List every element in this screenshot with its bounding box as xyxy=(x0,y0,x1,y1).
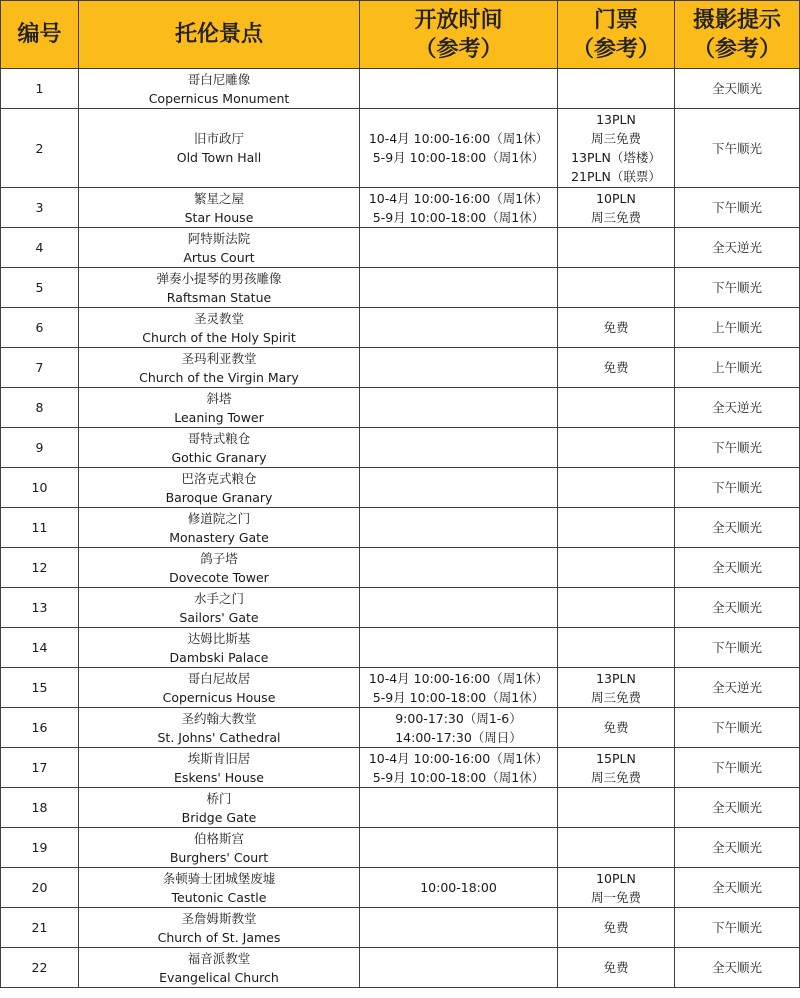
photo-tip-text: 全天逆光 xyxy=(711,240,762,255)
row-number xyxy=(1,948,79,988)
ticket-info xyxy=(558,428,675,468)
table-row xyxy=(1,948,800,988)
header-text: （参考） xyxy=(692,36,781,62)
name-english: Artus Court xyxy=(183,249,255,265)
opening-hours xyxy=(360,588,558,628)
table-row xyxy=(1,748,800,788)
photo-tip xyxy=(675,668,800,708)
table-row xyxy=(1,788,800,828)
row-number xyxy=(1,268,79,308)
name-english: Baroque Granary xyxy=(165,489,273,505)
name-chinese: 桥门 xyxy=(206,790,232,806)
row-number xyxy=(1,188,79,228)
table-row xyxy=(1,308,800,348)
photo-tip xyxy=(675,69,800,109)
photo-tip-text: 全天逆光 xyxy=(711,680,762,695)
name-chinese: 条顿骑士团城堡废墟 xyxy=(162,870,276,886)
photo-tip-text: 下午顺光 xyxy=(711,920,762,935)
opening-hours xyxy=(360,748,558,788)
ticket-line: 免费 xyxy=(603,360,629,375)
name-english: Gothic Granary xyxy=(171,449,267,465)
table-row xyxy=(1,508,800,548)
row-number-text: 3 xyxy=(35,200,44,215)
row-number-text: 2 xyxy=(35,140,44,156)
row-number-text: 13 xyxy=(31,600,48,615)
table-row xyxy=(1,908,800,948)
ticket-line: 21PLN（联票） xyxy=(571,169,661,184)
attraction-name xyxy=(79,588,360,628)
name-english: Teutonic Castle xyxy=(171,889,267,905)
attraction-name xyxy=(79,668,360,708)
photo-tip-text: 下午顺光 xyxy=(711,440,762,455)
photo-tip xyxy=(675,588,800,628)
ticket-info xyxy=(558,268,675,308)
photo-tip xyxy=(675,508,800,548)
photo-tip-text: 下午顺光 xyxy=(711,640,762,655)
photo-tip xyxy=(675,548,800,588)
photo-tip-text: 全天顺光 xyxy=(711,880,762,895)
table-row xyxy=(1,708,800,748)
name-english: Copernicus House xyxy=(162,689,276,705)
photo-tip-text: 全天顺光 xyxy=(711,520,762,535)
photo-tip-text: 全天顺光 xyxy=(711,560,762,575)
photo-tip-text: 全天顺光 xyxy=(711,600,762,615)
name-chinese: 达姆比斯基 xyxy=(187,630,251,646)
ticket-info xyxy=(558,109,675,188)
row-number-text: 14 xyxy=(31,640,48,655)
hours-line: 10-4月 10:00-16:00（周1休） xyxy=(368,190,549,206)
ticket-line: 15PLN xyxy=(596,750,636,766)
name-chinese: 哥白尼雕像 xyxy=(187,71,251,87)
opening-hours xyxy=(360,388,558,428)
table-row xyxy=(1,468,800,508)
row-number-text: 22 xyxy=(31,960,48,975)
row-number xyxy=(1,908,79,948)
name-chinese: 圣詹姆斯教堂 xyxy=(181,910,257,926)
opening-hours xyxy=(360,428,558,468)
ticket-info xyxy=(558,468,675,508)
row-number xyxy=(1,668,79,708)
name-english: Bridge Gate xyxy=(181,809,257,825)
name-chinese: 福音派教堂 xyxy=(187,950,251,966)
name-chinese: 修道院之门 xyxy=(187,510,251,526)
photo-tip-text: 下午顺光 xyxy=(711,280,762,295)
ticket-line: 周一免费 xyxy=(590,889,641,905)
photo-tip xyxy=(675,828,800,868)
photo-tip xyxy=(675,948,800,988)
photo-tip xyxy=(675,109,800,188)
ticket-line: 周三免费 xyxy=(590,689,641,705)
name-english: Star House xyxy=(184,209,254,225)
ticket-info xyxy=(558,788,675,828)
ticket-line: 周三免费 xyxy=(590,131,641,146)
opening-hours xyxy=(360,948,558,988)
hours-line: 5-9月 10:00-18:00（周1休） xyxy=(372,689,545,705)
table-row xyxy=(1,388,800,428)
opening-hours xyxy=(360,109,558,188)
attraction-name xyxy=(79,308,360,348)
photo-tip xyxy=(675,308,800,348)
name-english: Raftsman Statue xyxy=(166,289,272,305)
photo-tip xyxy=(675,908,800,948)
row-number xyxy=(1,228,79,268)
photo-tip-text: 全天顺光 xyxy=(711,960,762,975)
photo-tip-text: 全天逆光 xyxy=(711,400,762,415)
row-number-text: 11 xyxy=(31,520,48,535)
ticket-info xyxy=(558,348,675,388)
photo-tip-text: 下午顺光 xyxy=(711,140,762,156)
row-number xyxy=(1,708,79,748)
table-row xyxy=(1,348,800,388)
opening-hours xyxy=(360,628,558,668)
opening-hours xyxy=(360,708,558,748)
name-chinese: 圣玛利亚教堂 xyxy=(181,350,257,366)
opening-hours xyxy=(360,268,558,308)
photo-tip-text: 上午顺光 xyxy=(711,320,762,335)
row-number xyxy=(1,868,79,908)
name-english: Burghers' Court xyxy=(169,849,269,865)
ticket-line: 13PLN（塔楼） xyxy=(571,150,661,165)
name-english: Sailors' Gate xyxy=(179,609,259,625)
hours-line: 5-9月 10:00-18:00（周1休） xyxy=(372,769,545,785)
attraction-name xyxy=(79,228,360,268)
header-text: （参考） xyxy=(414,36,503,62)
row-number-text: 19 xyxy=(31,840,48,855)
name-english: Copernicus Monument xyxy=(148,90,290,106)
table-row xyxy=(1,109,800,188)
row-number xyxy=(1,348,79,388)
ticket-line: 10PLN xyxy=(596,190,636,206)
name-chinese: 斜塔 xyxy=(206,390,232,406)
attraction-name xyxy=(79,788,360,828)
attraction-name xyxy=(79,748,360,788)
row-number xyxy=(1,428,79,468)
photo-tip-text: 下午顺光 xyxy=(711,760,762,775)
photo-tip xyxy=(675,628,800,668)
row-number xyxy=(1,468,79,508)
ticket-info xyxy=(558,828,675,868)
row-number xyxy=(1,508,79,548)
opening-hours xyxy=(360,668,558,708)
ticket-line: 免费 xyxy=(603,720,629,735)
header-text: 编号 xyxy=(17,22,62,47)
row-number xyxy=(1,748,79,788)
hours-line: 14:00-17:30（周日） xyxy=(395,729,522,745)
row-number-text: 1 xyxy=(35,81,44,96)
table-body xyxy=(1,69,800,988)
table-row xyxy=(1,828,800,868)
photo-tip xyxy=(675,868,800,908)
opening-hours xyxy=(360,228,558,268)
name-chinese: 哥特式粮仓 xyxy=(187,430,251,446)
attraction-name xyxy=(79,508,360,548)
row-number-text: 20 xyxy=(31,880,48,895)
row-number xyxy=(1,69,79,109)
row-number-text: 12 xyxy=(31,560,48,575)
photo-tip-text: 全天顺光 xyxy=(711,800,762,815)
name-chinese: 阿特斯法院 xyxy=(187,230,251,246)
row-number xyxy=(1,109,79,188)
name-chinese: 伯格斯宫 xyxy=(193,830,244,846)
table-row xyxy=(1,69,800,109)
hours-line: 10:00-18:00 xyxy=(420,880,497,895)
hours-line: 5-9月 10:00-18:00（周1休） xyxy=(372,150,545,165)
row-number-text: 10 xyxy=(31,480,48,495)
row-number-text: 7 xyxy=(35,360,44,375)
row-number xyxy=(1,788,79,828)
photo-tip xyxy=(675,708,800,748)
attraction-name xyxy=(79,69,360,109)
attraction-name xyxy=(79,348,360,388)
hours-line: 10-4月 10:00-16:00（周1休） xyxy=(368,670,549,686)
attraction-name xyxy=(79,828,360,868)
attraction-name xyxy=(79,908,360,948)
name-chinese: 鸽子塔 xyxy=(200,550,238,566)
name-english: Evangelical Church xyxy=(159,969,279,985)
photo-tip-text: 下午顺光 xyxy=(711,200,762,215)
attraction-name xyxy=(79,388,360,428)
table-row xyxy=(1,628,800,668)
ticket-line: 免费 xyxy=(603,960,629,975)
row-number-text: 15 xyxy=(31,680,48,695)
attraction-name xyxy=(79,428,360,468)
ticket-info xyxy=(558,708,675,748)
photo-tip xyxy=(675,788,800,828)
row-number-text: 5 xyxy=(35,280,44,295)
name-english: Dovecote Tower xyxy=(169,569,269,585)
row-number-text: 17 xyxy=(31,760,48,775)
photo-tip-text: 全天顺光 xyxy=(711,81,762,96)
opening-hours xyxy=(360,69,558,109)
hours-line: 10-4月 10:00-16:00（周1休） xyxy=(368,750,549,766)
name-english: Church of St. James xyxy=(157,929,281,945)
ticket-line: 免费 xyxy=(603,920,629,935)
header-text: （参考） xyxy=(571,36,660,62)
opening-hours xyxy=(360,828,558,868)
attraction-name xyxy=(79,708,360,748)
table-header xyxy=(1,1,800,69)
row-number xyxy=(1,548,79,588)
ticket-info xyxy=(558,748,675,788)
row-number xyxy=(1,308,79,348)
name-chinese: 繁星之屋 xyxy=(193,190,244,206)
attraction-name xyxy=(79,548,360,588)
name-english: Eskens' House xyxy=(174,769,264,785)
name-english: St. Johns' Cathedral xyxy=(157,729,281,745)
attraction-name xyxy=(79,868,360,908)
name-chinese: 埃斯肯旧居 xyxy=(187,750,251,766)
ticket-line: 免费 xyxy=(603,320,629,335)
ticket-info xyxy=(558,908,675,948)
photo-tip xyxy=(675,188,800,228)
hours-line: 10-4月 10:00-16:00（周1休） xyxy=(368,131,549,146)
header-text: 托伦景点 xyxy=(174,22,263,47)
name-english: Monastery Gate xyxy=(169,529,269,545)
name-english: Leaning Tower xyxy=(174,409,264,425)
ticket-info xyxy=(558,588,675,628)
ticket-info xyxy=(558,228,675,268)
name-english: Old Town Hall xyxy=(176,150,262,165)
header-text: 摄影提示 xyxy=(692,7,781,33)
row-number xyxy=(1,588,79,628)
ticket-info xyxy=(558,868,675,908)
photo-tip xyxy=(675,268,800,308)
ticket-line: 13PLN xyxy=(596,112,636,127)
ticket-info xyxy=(558,948,675,988)
table-row xyxy=(1,668,800,708)
table-row xyxy=(1,268,800,308)
name-english: Church of the Virgin Mary xyxy=(139,369,299,385)
opening-hours xyxy=(360,188,558,228)
row-number-text: 21 xyxy=(31,920,48,935)
photo-tip xyxy=(675,468,800,508)
ticket-info xyxy=(558,628,675,668)
attraction-name xyxy=(79,628,360,668)
row-number-text: 4 xyxy=(35,240,44,255)
photo-tip xyxy=(675,428,800,468)
opening-hours xyxy=(360,308,558,348)
attraction-name xyxy=(79,468,360,508)
attraction-name xyxy=(79,109,360,188)
photo-tip-text: 下午顺光 xyxy=(711,720,762,735)
table-row xyxy=(1,588,800,628)
ticket-line: 13PLN xyxy=(596,670,636,686)
ticket-line: 周三免费 xyxy=(590,209,641,225)
row-number xyxy=(1,828,79,868)
table-row xyxy=(1,228,800,268)
ticket-info xyxy=(558,188,675,228)
header-opening-hours xyxy=(360,1,558,69)
table-row xyxy=(1,428,800,468)
hours-line: 5-9月 10:00-18:00（周1休） xyxy=(372,209,545,225)
opening-hours xyxy=(360,788,558,828)
name-chinese: 圣灵教堂 xyxy=(193,310,244,326)
attraction-name xyxy=(79,268,360,308)
hours-line: 9:00-17:30（周1-6） xyxy=(395,710,522,726)
photo-tip xyxy=(675,388,800,428)
name-chinese: 弹奏小提琴的男孩雕像 xyxy=(156,270,282,286)
header-number xyxy=(1,1,79,69)
name-chinese: 巴洛克式粮仓 xyxy=(181,470,257,486)
opening-hours xyxy=(360,548,558,588)
photo-tip-text: 上午顺光 xyxy=(711,360,762,375)
attraction-name xyxy=(79,948,360,988)
opening-hours xyxy=(360,348,558,388)
ticket-info xyxy=(558,508,675,548)
ticket-info xyxy=(558,548,675,588)
name-english: Church of the Holy Spirit xyxy=(142,329,296,345)
photo-tip xyxy=(675,228,800,268)
header-text: 开放时间 xyxy=(414,7,503,33)
header-row xyxy=(1,1,800,69)
table-row xyxy=(1,868,800,908)
name-chinese: 圣约翰大教堂 xyxy=(181,710,257,726)
name-english: Dambski Palace xyxy=(169,649,269,665)
photo-tip-text: 下午顺光 xyxy=(711,480,762,495)
row-number-text: 16 xyxy=(31,720,48,735)
ticket-info xyxy=(558,388,675,428)
header-text: 门票 xyxy=(593,7,638,33)
row-number-text: 8 xyxy=(35,400,44,415)
attraction-name xyxy=(79,188,360,228)
name-chinese: 旧市政厅 xyxy=(193,131,244,146)
header-attraction xyxy=(79,1,360,69)
row-number xyxy=(1,388,79,428)
opening-hours xyxy=(360,908,558,948)
photo-tip xyxy=(675,348,800,388)
ticket-info xyxy=(558,308,675,348)
opening-hours xyxy=(360,468,558,508)
name-chinese: 哥白尼故居 xyxy=(187,670,251,686)
photo-tip-text: 全天顺光 xyxy=(711,840,762,855)
header-ticket xyxy=(558,1,675,69)
row-number xyxy=(1,628,79,668)
header-photo-tip xyxy=(675,1,800,69)
opening-hours xyxy=(360,508,558,548)
row-number-text: 9 xyxy=(35,440,44,455)
ticket-line: 周三免费 xyxy=(590,769,641,785)
table-row xyxy=(1,548,800,588)
ticket-info xyxy=(558,668,675,708)
name-chinese: 水手之门 xyxy=(193,590,244,606)
opening-hours xyxy=(360,868,558,908)
row-number-text: 6 xyxy=(35,320,44,335)
ticket-info xyxy=(558,69,675,109)
table-row xyxy=(1,188,800,228)
photo-tip xyxy=(675,748,800,788)
ticket-line: 10PLN xyxy=(596,870,636,886)
row-number-text: 18 xyxy=(31,800,48,815)
